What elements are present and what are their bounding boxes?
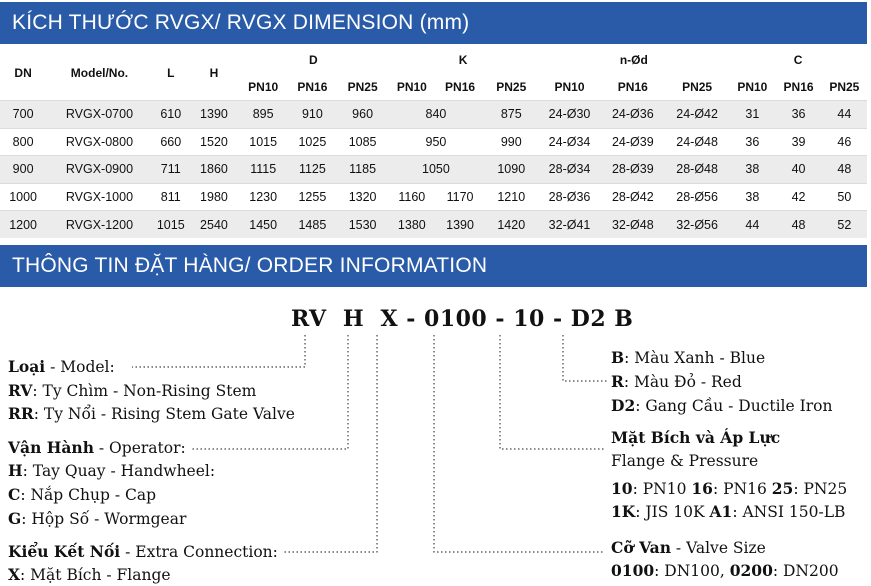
- connection-head: Kiểu Kết Nối: [8, 542, 121, 561]
- header-nod: n-Ød: [619, 52, 648, 67]
- s100-key: 0100: [611, 561, 655, 580]
- p25-text: : PN25: [793, 480, 848, 498]
- cell-c-pn10: 38: [729, 183, 775, 211]
- header-h: H: [209, 66, 219, 80]
- header-nod-pn16: PN16: [617, 79, 648, 94]
- model-text: - Model:: [45, 358, 115, 376]
- cell-model: RVGX-0700: [46, 101, 152, 129]
- size-head: Cỡ Van: [611, 538, 671, 557]
- header-c: C: [793, 52, 803, 67]
- material-legend: [611, 396, 832, 415]
- s200-text: : DN200: [772, 562, 839, 580]
- cell-k-pn25: 1090: [484, 156, 538, 184]
- cell-nod-pn16: 28-Ø39: [601, 156, 665, 184]
- s200-key: 0200: [729, 561, 773, 580]
- header-d-pn10: PN10: [248, 79, 279, 94]
- cell-h: 1520: [189, 128, 239, 156]
- g-key: G: [8, 509, 22, 528]
- cell-k-pn25: 1420: [484, 211, 538, 238]
- jis-key: 1K: [611, 502, 636, 521]
- c-key: C: [8, 485, 21, 504]
- cell-c-pn16: 39: [775, 128, 821, 156]
- cell-c-pn10: 31: [729, 101, 775, 129]
- cell-k-pn16: 1390: [436, 211, 484, 238]
- cell-l: 811: [153, 183, 189, 211]
- cell-k-pn10: 1160: [388, 183, 436, 211]
- b-text: : Màu Xanh - Blue: [624, 349, 766, 367]
- cell-c-pn25: 46: [822, 128, 867, 156]
- cell-nod-pn16: 32-Ø48: [601, 211, 665, 238]
- header-c-pn25: PN25: [829, 79, 860, 94]
- leader-pressure: [500, 335, 605, 449]
- cell-d-pn10: 1450: [239, 211, 287, 238]
- cell-dn: 1200: [0, 211, 46, 238]
- b-key: B: [611, 348, 625, 367]
- header-d: D: [309, 52, 318, 67]
- cell-d-pn10: 895: [239, 101, 287, 129]
- connection-text: - Extra Connection:: [120, 543, 278, 561]
- leader-model: [132, 335, 305, 367]
- cell-k-pn25: 990: [484, 128, 538, 156]
- rv-key: RV: [8, 381, 33, 400]
- ansi-key: A1: [709, 502, 733, 521]
- size-text: - Valve Size: [671, 539, 766, 557]
- cell-l: 1015: [153, 211, 189, 238]
- cell-d-pn16: 910: [287, 101, 337, 129]
- header-c-pn16: PN16: [783, 79, 814, 94]
- cell-c-pn16: 42: [775, 183, 821, 211]
- header-k-pn16: PN16: [445, 79, 476, 94]
- cell-c-pn16: 48: [775, 211, 821, 238]
- header-d-pn25: PN25: [347, 79, 378, 94]
- r-text: : Màu Đỏ - Red: [623, 373, 742, 391]
- cell-c-pn10: 38: [729, 156, 775, 184]
- operator-head: Vận Hành: [8, 438, 94, 457]
- header-d-pn16: PN16: [297, 79, 328, 94]
- cell-c-pn10: 36: [729, 128, 775, 156]
- s100-text: : DN100,: [654, 562, 730, 580]
- x-legend: [8, 565, 171, 584]
- cell-model: RVGX-0800: [46, 128, 152, 156]
- cell-nod-pn25: 24-Ø48: [665, 128, 729, 156]
- c-text: : Nắp Chụp - Cap: [20, 486, 157, 504]
- leader-size: [434, 335, 605, 552]
- cell-k-pn25: 1210: [484, 183, 538, 211]
- cell-l: 711: [153, 156, 189, 184]
- cell-nod-pn25: 28-Ø56: [665, 183, 729, 211]
- p10-key: 10: [611, 479, 633, 498]
- rv-legend: [8, 381, 256, 400]
- cell-c-pn25: 48: [822, 156, 867, 184]
- cell-nod-pn10: 24-Ø34: [538, 128, 600, 156]
- cell-nod-pn25: 24-Ø42: [665, 101, 729, 129]
- cell-d-pn16: 1255: [287, 183, 337, 211]
- leader-material: [563, 335, 609, 381]
- cell-k-pn25: 875: [484, 101, 538, 129]
- cell-c-pn25: 44: [822, 101, 867, 129]
- cell-d-pn16: 1485: [287, 211, 337, 238]
- h-legend: [8, 461, 215, 480]
- rv-text: : Ty Chìm - Non-Rising Stem: [32, 382, 257, 400]
- order-code: RV H X - 0100 - 10 - D2 B: [291, 306, 634, 332]
- cell-nod-pn16: 28-Ø42: [601, 183, 665, 211]
- cell-nod-pn25: 28-Ø48: [665, 156, 729, 184]
- size-values: [611, 561, 839, 580]
- c-legend: [8, 485, 156, 504]
- cell-d-pn25: 1085: [338, 128, 388, 156]
- cell-d-pn10: 1230: [239, 183, 287, 211]
- order-section-title: THÔNG TIN ĐẶT HÀNG/ ORDER INFORMATION: [0, 245, 867, 287]
- h-key: H: [8, 461, 23, 480]
- cell-dn: 700: [0, 101, 46, 129]
- cell-nod-pn10: 32-Ø41: [538, 211, 600, 238]
- header-model: Model/No.: [70, 66, 129, 80]
- header-k-pn25: PN25: [496, 79, 527, 94]
- cell-nod-pn25: 32-Ø56: [665, 211, 729, 238]
- cell-k-pn10: 1380: [388, 211, 436, 238]
- cell-d-pn25: 1320: [338, 183, 388, 211]
- r-key: R: [611, 372, 624, 391]
- cell-d-pn10: 1015: [239, 128, 287, 156]
- cell-nod-pn10: 28-Ø36: [538, 183, 600, 211]
- cell-nod-pn10: 28-Ø34: [538, 156, 600, 184]
- header-dn: DN: [14, 66, 32, 80]
- cell-c-pn25: 50: [822, 183, 867, 211]
- dimension-section-title: KÍCH THƯỚC RVGX/ RVGX DIMENSION (mm): [0, 2, 867, 44]
- cell-l: 610: [153, 101, 189, 129]
- p16-key: 16: [691, 479, 713, 498]
- cell-d-pn25: 1185: [338, 156, 388, 184]
- cell-model: RVGX-1200: [46, 211, 152, 238]
- g-legend: [8, 509, 186, 528]
- standard-legend: [611, 502, 845, 521]
- cell-c-pn16: 40: [775, 156, 821, 184]
- size-legend: [611, 538, 766, 557]
- cell-nod-pn16: 24-Ø39: [601, 128, 665, 156]
- operator-legend: [8, 438, 186, 457]
- cell-d-pn16: 1025: [287, 128, 337, 156]
- rr-text: : Ty Nổi - Rising Stem Gate Valve: [33, 405, 295, 423]
- header-nod-pn10: PN10: [554, 79, 585, 94]
- ansi-text: : ANSI 150-LB: [732, 503, 846, 521]
- red-legend: [611, 372, 742, 391]
- cell-k-pn10-16: 1050: [388, 156, 484, 184]
- blue-legend: [611, 348, 765, 367]
- g-text: : Hộp Số - Wormgear: [21, 510, 187, 528]
- cell-d-pn16: 1125: [287, 156, 337, 184]
- connection-legend: [8, 542, 278, 561]
- cell-k-pn10-16: 950: [388, 128, 484, 156]
- operator-text: - Operator:: [93, 439, 186, 457]
- flange-pressure-sub: Flange & Pressure: [611, 452, 759, 470]
- p10-text: : PN10: [632, 480, 692, 498]
- header-k: K: [458, 52, 468, 67]
- x-key: X: [8, 565, 21, 584]
- d2-key: D2: [611, 396, 636, 415]
- model-legend: [8, 357, 115, 376]
- cell-h: 1860: [189, 156, 239, 184]
- cell-c-pn25: 52: [822, 211, 867, 238]
- cell-k-pn10-16: 840: [388, 101, 484, 129]
- rr-key: RR: [8, 404, 34, 423]
- cell-dn: 1000: [0, 183, 46, 211]
- flange-pressure-head: Mặt Bích và Áp Lực: [611, 428, 781, 447]
- cell-nod-pn10: 24-Ø30: [538, 101, 600, 129]
- cell-model: RVGX-0900: [46, 156, 152, 184]
- jis-text: : JIS 10K: [635, 503, 710, 521]
- header-nod-pn25: PN25: [682, 79, 713, 94]
- cell-c-pn16: 36: [775, 101, 821, 129]
- h-text: : Tay Quay - Handwheel:: [22, 462, 216, 480]
- x-text: : Mặt Bích - Flange: [20, 566, 171, 584]
- header-l: L: [167, 66, 175, 80]
- cell-d-pn10: 1115: [239, 156, 287, 184]
- cell-l: 660: [153, 128, 189, 156]
- cell-dn: 800: [0, 128, 46, 156]
- flange-pressure-heading: [611, 428, 780, 447]
- model-head: Loại: [8, 357, 46, 376]
- d2-text: : Gang Cầu - Ductile Iron: [635, 397, 833, 415]
- cell-d-pn25: 1530: [338, 211, 388, 238]
- cell-k-pn16: 1170: [436, 183, 484, 211]
- cell-model: RVGX-1000: [46, 183, 152, 211]
- cell-dn: 900: [0, 156, 46, 184]
- cell-d-pn25: 960: [338, 101, 388, 129]
- header-k-pn10: PN10: [396, 79, 427, 94]
- cell-h: 1980: [189, 183, 239, 211]
- cell-nod-pn16: 24-Ø36: [601, 101, 665, 129]
- rr-legend: [8, 404, 295, 423]
- cell-h: 2540: [189, 211, 239, 238]
- pressure-legend: [611, 479, 847, 498]
- p16-text: : PN16: [712, 480, 772, 498]
- cell-h: 1390: [189, 101, 239, 129]
- header-c-pn10: PN10: [737, 79, 768, 94]
- p25-key: 25: [771, 479, 794, 498]
- cell-c-pn10: 44: [729, 211, 775, 238]
